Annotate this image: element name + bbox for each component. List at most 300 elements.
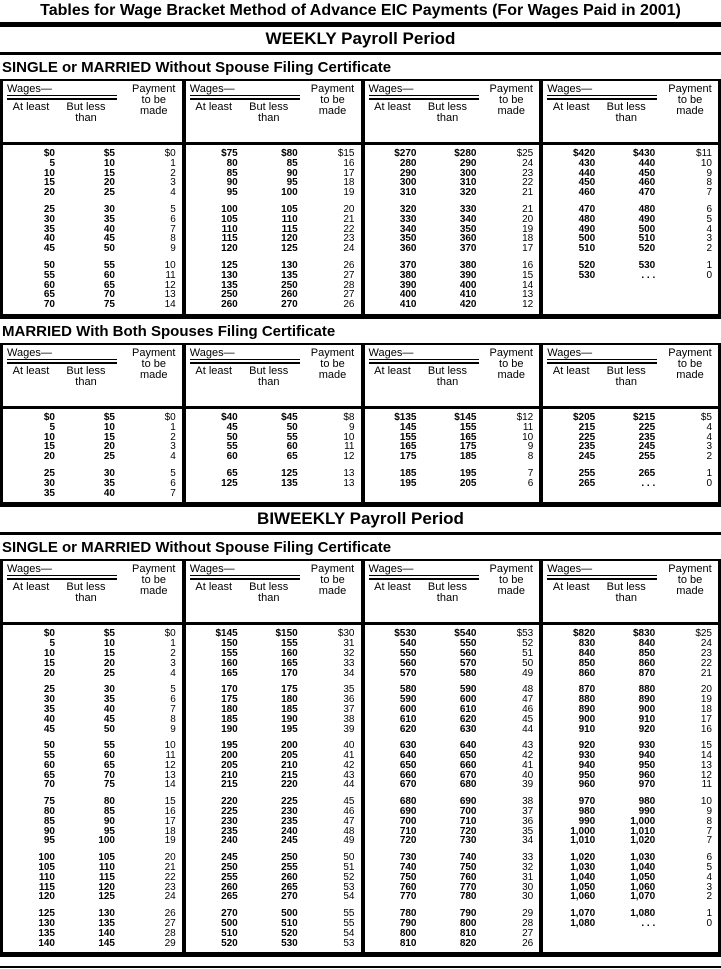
but-less-than-value: $80 xyxy=(281,148,298,159)
payment-value: 41 xyxy=(343,750,355,762)
but-less-than-value: 265 xyxy=(281,881,298,893)
but-less-than-value: 240 xyxy=(281,825,298,837)
at-least-value: 65 xyxy=(43,769,55,781)
payment-value: 14 xyxy=(700,750,712,762)
at-least-value: 610 xyxy=(399,713,417,725)
payment-value: 9 xyxy=(170,723,176,735)
at-least-value: 390 xyxy=(399,279,417,291)
wage-row xyxy=(369,225,537,235)
at-least-value: 245 xyxy=(578,451,596,463)
wage-row xyxy=(547,159,715,169)
payment-value: 3 xyxy=(170,177,176,189)
at-least-value: 250 xyxy=(221,289,238,301)
payment-value: $0 xyxy=(164,148,176,159)
at-least-value: 640 xyxy=(399,750,417,762)
wage-row xyxy=(7,725,179,735)
but-less-than-value: 225 xyxy=(281,796,298,808)
payment-value: 1 xyxy=(706,908,712,920)
wage-row-group xyxy=(369,413,537,462)
but-less-than-value: 1,000 xyxy=(630,815,656,827)
wage-row xyxy=(7,771,179,781)
wage-row-group xyxy=(547,261,715,281)
at-least-value: 130 xyxy=(221,269,238,281)
but-less-than-value: 420 xyxy=(459,299,477,311)
but-less-than-value: 75 xyxy=(103,779,115,791)
but-less-than-value: 35 xyxy=(103,477,115,489)
payment-value: 26 xyxy=(343,299,355,311)
wage-row xyxy=(190,853,358,863)
at-least-value: $530 xyxy=(394,628,417,640)
payment-value: 5 xyxy=(170,203,176,215)
payment-value: 27 xyxy=(343,269,355,281)
at-least-value: 175 xyxy=(221,694,238,706)
but-less-than-value: 95 xyxy=(286,177,298,189)
at-least-value: 500 xyxy=(578,233,596,245)
wage-row xyxy=(7,797,179,807)
wage-row-group xyxy=(547,149,715,198)
at-least-value: 45 xyxy=(226,421,238,433)
but-less-than-value: 120 xyxy=(98,881,115,893)
wage-row xyxy=(369,919,537,929)
at-least-value: 720 xyxy=(399,835,417,847)
but-less-than-value: 95 xyxy=(103,825,115,837)
but-less-than-value: 265 xyxy=(638,467,656,479)
at-least-value: 630 xyxy=(399,740,417,752)
wage-row xyxy=(190,261,358,271)
payment-value: 13 xyxy=(522,289,534,301)
column-header xyxy=(3,81,182,145)
but-less-than-value: 165 xyxy=(281,657,298,669)
at-least-value: 115 xyxy=(221,233,238,245)
at-least-value: 410 xyxy=(399,299,417,311)
wage-row xyxy=(7,695,179,705)
wage-row xyxy=(7,741,179,751)
wage-row xyxy=(369,669,537,679)
at-least-value: 350 xyxy=(399,233,417,245)
at-least-value: 65 xyxy=(43,289,55,301)
at-least-value: 490 xyxy=(578,223,596,235)
payment-value: 3 xyxy=(706,441,712,453)
payment-value: 1 xyxy=(170,638,176,650)
at-least-value: 890 xyxy=(578,703,596,715)
but-less-than-value: 920 xyxy=(638,723,656,735)
at-least-value: 155 xyxy=(221,647,238,659)
at-least-value: 570 xyxy=(399,667,417,679)
wages-header-rule xyxy=(369,98,479,100)
wage-row-group xyxy=(547,469,715,489)
payment-value: 11 xyxy=(165,750,176,762)
but-less-than-value: 25 xyxy=(103,451,115,463)
at-least-value: 10 xyxy=(43,167,55,179)
wage-row xyxy=(190,452,358,462)
payment-value: 55 xyxy=(343,918,355,930)
but-less-than-value: 25 xyxy=(103,667,115,679)
payment-value: 9 xyxy=(706,806,712,818)
wage-rows xyxy=(3,145,182,314)
payment-value: 33 xyxy=(522,852,534,864)
at-least-value: 310 xyxy=(399,187,417,199)
wage-row xyxy=(369,695,537,705)
wage-row xyxy=(7,649,179,659)
wage-rows xyxy=(365,625,540,952)
at-least-value: 470 xyxy=(578,203,596,215)
wage-row xyxy=(547,442,715,452)
wage-row-group xyxy=(547,685,715,734)
wage-row xyxy=(547,433,715,443)
at-least-value: 560 xyxy=(399,657,417,669)
at-least-value: 690 xyxy=(399,806,417,818)
at-least-value: 45 xyxy=(43,723,55,735)
but-less-than-value: 60 xyxy=(103,750,115,762)
payment-value: 39 xyxy=(343,723,355,735)
payment-value: 17 xyxy=(164,815,176,827)
payment-value: 4 xyxy=(706,421,712,433)
but-less-than-value: 770 xyxy=(459,881,477,893)
payment-value: 22 xyxy=(343,223,355,235)
payment-value: 6 xyxy=(170,477,176,489)
wage-bracket-column xyxy=(539,81,718,314)
wage-row xyxy=(7,817,179,827)
wage-row xyxy=(7,639,179,649)
but-less-than-value: 25 xyxy=(103,187,115,199)
wage-row xyxy=(190,827,358,837)
wage-row xyxy=(190,741,358,751)
but-less-than-value: 620 xyxy=(459,713,477,725)
at-least-value: 195 xyxy=(399,477,417,489)
payment-value: 10 xyxy=(164,740,176,752)
payment-value: 2 xyxy=(170,647,176,659)
but-less-than-value: 650 xyxy=(459,750,477,762)
payment-value: 51 xyxy=(343,862,355,874)
wage-row xyxy=(190,892,358,902)
but-less-than-value: 850 xyxy=(638,647,656,659)
at-least-value: 10 xyxy=(43,431,55,443)
wage-row xyxy=(547,244,715,254)
wage-row-group xyxy=(547,629,715,678)
but-less-than-header: But less than xyxy=(606,101,646,124)
wage-row xyxy=(547,271,715,281)
wage-row xyxy=(369,300,537,310)
wage-row xyxy=(369,261,537,271)
payment-value: $5 xyxy=(700,411,712,423)
payment-value: $8 xyxy=(343,411,355,423)
payment-value: 8 xyxy=(706,815,712,827)
payment-value: 23 xyxy=(522,167,534,179)
but-less-than-value: 1,010 xyxy=(630,825,656,837)
but-less-than-value: 10 xyxy=(103,157,115,169)
weekly-period-heading: WEEKLY Payroll Period xyxy=(265,29,456,48)
at-least-value: 50 xyxy=(226,431,238,443)
but-less-than-value: 50 xyxy=(286,421,298,433)
wage-row xyxy=(369,827,537,837)
at-least-value: 290 xyxy=(399,167,417,179)
weekly-married-heading: MARRIED With Both Spouses Filing Certificate xyxy=(2,322,336,340)
but-less-than-value: 30 xyxy=(103,467,115,479)
but-less-than-value: 520 xyxy=(281,927,298,939)
but-less-than-value: 910 xyxy=(638,713,656,725)
payment-value: 21 xyxy=(343,213,355,225)
payment-value: 48 xyxy=(522,684,534,696)
but-less-than-value: 40 xyxy=(103,223,115,235)
payment-value: $25 xyxy=(695,628,712,640)
wage-row xyxy=(547,771,715,781)
but-less-than-value: 710 xyxy=(459,815,477,827)
at-least-value: 980 xyxy=(578,806,596,818)
at-least-value: 70 xyxy=(43,299,55,311)
but-less-than-value: 170 xyxy=(281,667,298,679)
at-least-value: 225 xyxy=(578,431,596,443)
at-least-value: 155 xyxy=(399,431,417,443)
payment-value: 49 xyxy=(522,667,534,679)
but-less-than-value: 390 xyxy=(459,269,477,281)
at-least-header: At least xyxy=(12,581,50,594)
wage-row xyxy=(190,929,358,939)
column-header xyxy=(186,81,361,145)
at-least-value: 190 xyxy=(221,723,238,735)
but-less-than-value: 1,070 xyxy=(630,891,656,903)
wage-row xyxy=(369,205,537,215)
wage-row xyxy=(7,205,179,215)
at-least-value: 1,000 xyxy=(570,825,596,837)
but-less-than-value: 165 xyxy=(459,431,477,443)
wage-row xyxy=(369,639,537,649)
wage-bracket-column xyxy=(361,345,540,502)
payment-value: 32 xyxy=(522,862,534,874)
wage-row xyxy=(190,883,358,893)
wage-row xyxy=(369,751,537,761)
payment-value: 21 xyxy=(522,187,534,199)
biweekly-period-heading: BIWEEKLY Payroll Period xyxy=(257,509,464,529)
payment-value: 32 xyxy=(343,647,355,659)
wage-row xyxy=(369,479,537,489)
but-less-than-value: 180 xyxy=(281,694,298,706)
but-less-than-value: 45 xyxy=(103,233,115,245)
but-less-than-value: 290 xyxy=(459,157,477,169)
but-less-than-value: 1,020 xyxy=(630,835,656,847)
wage-row xyxy=(7,244,179,254)
wage-row xyxy=(190,873,358,883)
at-least-value: 35 xyxy=(43,223,55,235)
wages-header-label: Wages— xyxy=(190,563,300,576)
wage-row xyxy=(7,433,179,443)
at-least-value: $820 xyxy=(573,628,596,640)
payment-value: 36 xyxy=(522,815,534,827)
wage-row xyxy=(369,215,537,225)
at-least-value: 25 xyxy=(43,203,55,215)
payment-value: 53 xyxy=(343,937,355,949)
wage-row xyxy=(190,751,358,761)
payment-value: 15 xyxy=(522,269,534,281)
but-less-than-value: 880 xyxy=(638,684,656,696)
payment-value: 7 xyxy=(170,487,176,499)
wages-header-rule xyxy=(7,362,117,364)
at-least-value: 15 xyxy=(43,177,55,189)
wage-row xyxy=(547,479,715,489)
but-less-than-value: 50 xyxy=(103,723,115,735)
but-less-than-value: 950 xyxy=(638,759,656,771)
but-less-than-value: 250 xyxy=(281,852,298,864)
but-less-than-value: $150 xyxy=(275,628,298,640)
wage-row-group xyxy=(190,261,358,310)
wage-row xyxy=(190,629,358,639)
payment-value: 3 xyxy=(170,441,176,453)
but-less-than-header: But less than xyxy=(66,581,106,605)
at-least-value: 150 xyxy=(221,638,238,650)
wage-row xyxy=(547,797,715,807)
wage-row xyxy=(190,433,358,443)
at-least-value: 195 xyxy=(221,740,238,752)
but-less-than-value: 840 xyxy=(638,638,656,650)
wage-row xyxy=(547,685,715,695)
wage-row xyxy=(190,225,358,235)
payment-value: 30 xyxy=(522,891,534,903)
wage-row xyxy=(7,423,179,433)
payment-value: 10 xyxy=(700,157,712,169)
payment-value: $11 xyxy=(696,148,712,159)
wage-bracket-column xyxy=(182,561,361,952)
wage-row-group xyxy=(547,741,715,790)
but-less-than-value: 740 xyxy=(459,852,477,864)
payment-value: 9 xyxy=(527,441,534,453)
payment-value: 31 xyxy=(343,638,355,650)
at-least-value: 700 xyxy=(399,815,417,827)
payment-value: 41 xyxy=(522,759,534,771)
payment-value: 1 xyxy=(706,259,712,271)
wage-row xyxy=(7,659,179,669)
but-less-than-header: But less than xyxy=(66,101,106,124)
wage-row xyxy=(369,741,537,751)
but-less-than-value: 195 xyxy=(459,467,477,479)
wage-row-group xyxy=(369,469,537,489)
at-least-value: 830 xyxy=(578,638,596,650)
at-least-value: 460 xyxy=(578,187,596,199)
payment-value: 23 xyxy=(700,647,712,659)
payment-value: 6 xyxy=(170,213,176,225)
at-least-value: 330 xyxy=(399,213,417,225)
at-least-value: 215 xyxy=(221,779,238,791)
wage-row-group xyxy=(547,909,715,929)
payment-value: 40 xyxy=(522,769,534,781)
wage-row xyxy=(547,205,715,215)
payment-value: 42 xyxy=(343,759,355,771)
wage-rows xyxy=(543,409,718,493)
wage-row xyxy=(190,215,358,225)
at-least-value: 730 xyxy=(399,852,417,864)
wage-row xyxy=(547,892,715,902)
wage-row xyxy=(547,639,715,649)
but-less-than-value: 930 xyxy=(638,740,656,752)
at-least-value: 125 xyxy=(221,259,238,271)
but-less-than-value: 245 xyxy=(281,835,298,847)
at-least-value: 780 xyxy=(399,908,417,920)
wage-row-group xyxy=(190,909,358,948)
payment-value: 4 xyxy=(706,223,712,235)
payment-value: 13 xyxy=(343,477,355,489)
payment-value: 24 xyxy=(700,638,712,650)
payment-value: 14 xyxy=(522,279,534,291)
but-less-than-value: 10 xyxy=(103,421,115,433)
payment-value: 27 xyxy=(343,289,355,301)
wage-row xyxy=(547,261,715,271)
wage-row xyxy=(547,169,715,179)
wage-bracket-column xyxy=(539,561,718,952)
but-less-than-value: 175 xyxy=(281,684,298,696)
wage-row xyxy=(369,771,537,781)
weekly-single-heading: SINGLE or MARRIED Without Spouse Filing Certificate xyxy=(2,59,392,76)
wage-row xyxy=(7,685,179,695)
payment-value: 27 xyxy=(522,927,534,939)
wage-row xyxy=(547,725,715,735)
payment-value: 9 xyxy=(706,167,712,179)
at-least-value: 1,070 xyxy=(570,908,596,920)
payment-value: 19 xyxy=(700,694,712,706)
but-less-than-value: 300 xyxy=(459,167,477,179)
wage-row xyxy=(190,909,358,919)
wages-header-label: Wages— xyxy=(190,347,300,360)
but-less-than-value: 30 xyxy=(103,684,115,696)
but-less-than-value: 205 xyxy=(459,477,477,489)
payment-value: 52 xyxy=(522,638,534,650)
wage-row xyxy=(190,715,358,725)
wage-row xyxy=(190,244,358,254)
at-least-value: 270 xyxy=(221,908,238,920)
payment-value: 28 xyxy=(164,927,176,939)
wage-row xyxy=(7,215,179,225)
at-least-value: 185 xyxy=(221,713,238,725)
payment-value: 54 xyxy=(343,927,355,939)
payment-value: 7 xyxy=(170,703,176,715)
wage-row xyxy=(369,188,537,198)
at-least-value: 360 xyxy=(399,243,417,255)
but-less-than-value: 65 xyxy=(286,451,298,463)
but-less-than-value: 185 xyxy=(281,703,298,715)
at-least-value: 710 xyxy=(399,825,417,837)
payment-header: Payment to be made xyxy=(132,83,176,117)
at-least-value: 790 xyxy=(399,918,417,930)
at-least-value: 680 xyxy=(399,796,417,808)
payment-value: 11 xyxy=(344,441,355,453)
wage-rows xyxy=(3,625,182,952)
wage-row xyxy=(369,853,537,863)
payment-value: 12 xyxy=(522,299,534,311)
wages-header-label: Wages— xyxy=(369,563,479,576)
wage-row xyxy=(190,807,358,817)
wage-row-group xyxy=(369,909,537,948)
at-least-value: 220 xyxy=(221,796,238,808)
but-less-than-value: 55 xyxy=(103,740,115,752)
but-less-than-value: 235 xyxy=(638,431,656,443)
payment-value: 38 xyxy=(522,796,534,808)
wage-row-group xyxy=(369,741,537,790)
wage-row xyxy=(547,761,715,771)
but-less-than-value: 65 xyxy=(103,759,115,771)
at-least-value: 120 xyxy=(221,243,238,255)
at-least-value: $0 xyxy=(43,148,55,159)
payment-value: 26 xyxy=(164,908,176,920)
but-less-than-value: 810 xyxy=(459,927,477,939)
at-least-value: 320 xyxy=(399,203,417,215)
at-least-value: 770 xyxy=(399,891,417,903)
but-less-than-value: $5 xyxy=(103,148,115,159)
column-header xyxy=(3,561,182,625)
page-bottom-rule xyxy=(0,966,721,968)
wage-row xyxy=(369,659,537,669)
wages-header-rule xyxy=(190,578,300,580)
but-less-than-value: 550 xyxy=(459,638,477,650)
wage-bracket-column xyxy=(3,561,182,952)
weekly-married-table xyxy=(0,343,721,507)
wage-row xyxy=(190,639,358,649)
